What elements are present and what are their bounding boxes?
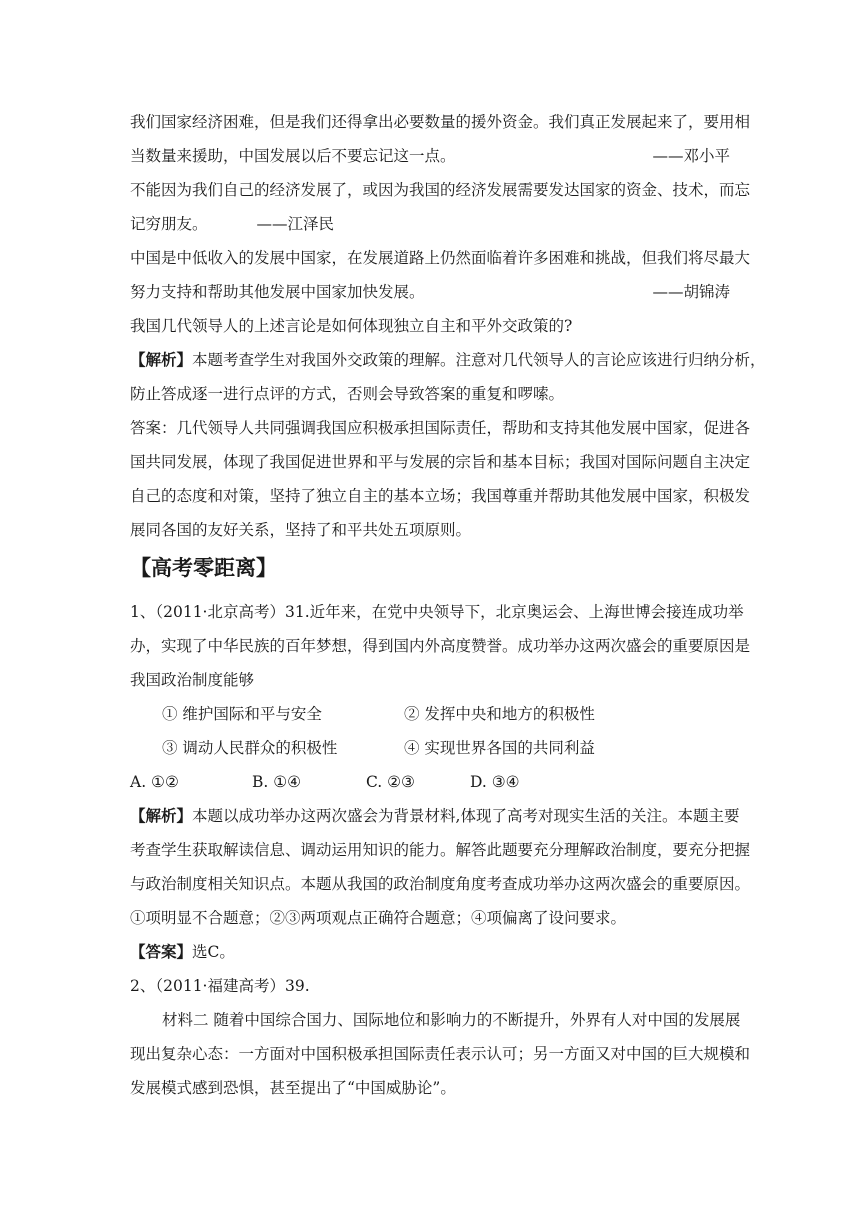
- option: ③ 调动人民群众的积极性: [162, 739, 338, 757]
- quote-text: 记穷朋友。: [130, 215, 208, 233]
- question-line: 我国政治制度能够: [130, 671, 255, 689]
- quote-line: 我们国家经济困难，但是我们还得拿出必要数量的援外资金。我们真正发展起来了，要用相: [130, 113, 751, 131]
- answer-label: 【答案】: [130, 942, 193, 961]
- quote-line: [130, 214, 730, 234]
- question-header: 2、（2011·福建高考）39.: [130, 977, 310, 995]
- analysis-line: [130, 350, 766, 370]
- analysis-label: 【解析】: [130, 806, 193, 825]
- answer-line: [130, 942, 730, 962]
- choice: D. ③④: [470, 773, 520, 791]
- question-line: 办，实现了中华民族的百年梦想，得到国内外高度赞誉。成功举办这两次盛会的重要原因是: [130, 637, 751, 655]
- analysis-line: 与政治制度相关知识点。本题从我国的政治制度角度考查成功举办这两次盛会的重要原因。: [130, 875, 751, 893]
- section-title: 【高考零距离】: [130, 556, 277, 580]
- quote-line: [130, 282, 730, 302]
- material-line: 现出复杂心态：一方面对中国积极承担国际责任表示认可；另一方面又对中国的巨大规模和: [130, 1045, 751, 1063]
- analysis-label: 【解析】: [130, 350, 193, 369]
- answer-line: 答案：几代领导人共同强调我国应积极承担国际责任，帮助和支持其他发展中国家，促进各: [130, 419, 751, 437]
- question-text: 我国几代领导人的上述言论是如何体现独立自主和平外交政策的?: [130, 317, 573, 335]
- quote-author: ——江泽民: [256, 215, 334, 233]
- analysis-text: 本题考查学生对我国外交政策的理解。注意对几代领导人的言论应该进行归纳分析，: [192, 351, 766, 369]
- analysis-text: 本题以成功举办这两次盛会为背景材料,体现了高考对现实生活的关注。本题主要: [192, 807, 740, 825]
- quote-line: 中国是中低收入的发展中国家，在发展道路上仍然面临着许多困难和挑战，但我们将尽最大: [130, 249, 751, 267]
- quote-line: [130, 146, 730, 166]
- option: ① 维护国际和平与安全: [162, 705, 322, 723]
- answer-line: 国共同发展，体现了我国促进世界和平与发展的宗旨和基本目标；我国对国际问题自主决定: [130, 453, 751, 471]
- quote-author: ——邓小平: [652, 147, 730, 165]
- answer-line: 展同各国的友好关系，坚持了和平共处五项原则。: [130, 521, 472, 539]
- analysis-line: 防止答成逐一进行点评的方式，否则会导致答案的重复和啰嗦。: [130, 385, 565, 403]
- option: ② 发挥中央和地方的积极性: [404, 705, 595, 723]
- quote-text: 当数量来援助，中国发展以后不要忘记这一点。: [130, 147, 456, 165]
- choice: A. ①②: [130, 773, 179, 791]
- question-line: 1、（2011·北京高考）31.近年来，在党中央领导下，北京奥运会、上海世博会接连成功举: [130, 603, 744, 621]
- choice: B. ①④: [252, 773, 302, 791]
- analysis-line: 考查学生获取解读信息、调动运用知识的能力。解答此题要充分理解政治制度，要充分把握: [130, 841, 751, 859]
- material-line: 发展模式感到恐惧，甚至提出了“中国威胁论”。: [130, 1079, 456, 1097]
- analysis-line: [130, 806, 740, 826]
- answer-text: 选C。: [192, 943, 235, 961]
- answer-line: 自己的态度和对策，坚持了独立自主的基本立场；我国尊重并帮助其他发展中国家，积极发: [130, 487, 751, 505]
- material-line: 材料二 随着中国综合国力、国际地位和影响力的不断提升，外界有人对中国的发展展: [162, 1011, 741, 1029]
- analysis-line: ①项明显不合题意；②③两项观点正确符合题意；④项偏离了设问要求。: [130, 909, 627, 927]
- quote-author: ——胡锦涛: [652, 283, 730, 301]
- quote-line: 不能因为我们自己的经济发展了，或因为我国的经济发展需要发达国家的资金、技术，而忘: [130, 181, 751, 199]
- option: ④ 实现世界各国的共同利益: [404, 739, 595, 757]
- quote-text: 努力支持和帮助其他发展中国家加快发展。: [130, 283, 425, 301]
- choice: C. ②③: [366, 773, 415, 791]
